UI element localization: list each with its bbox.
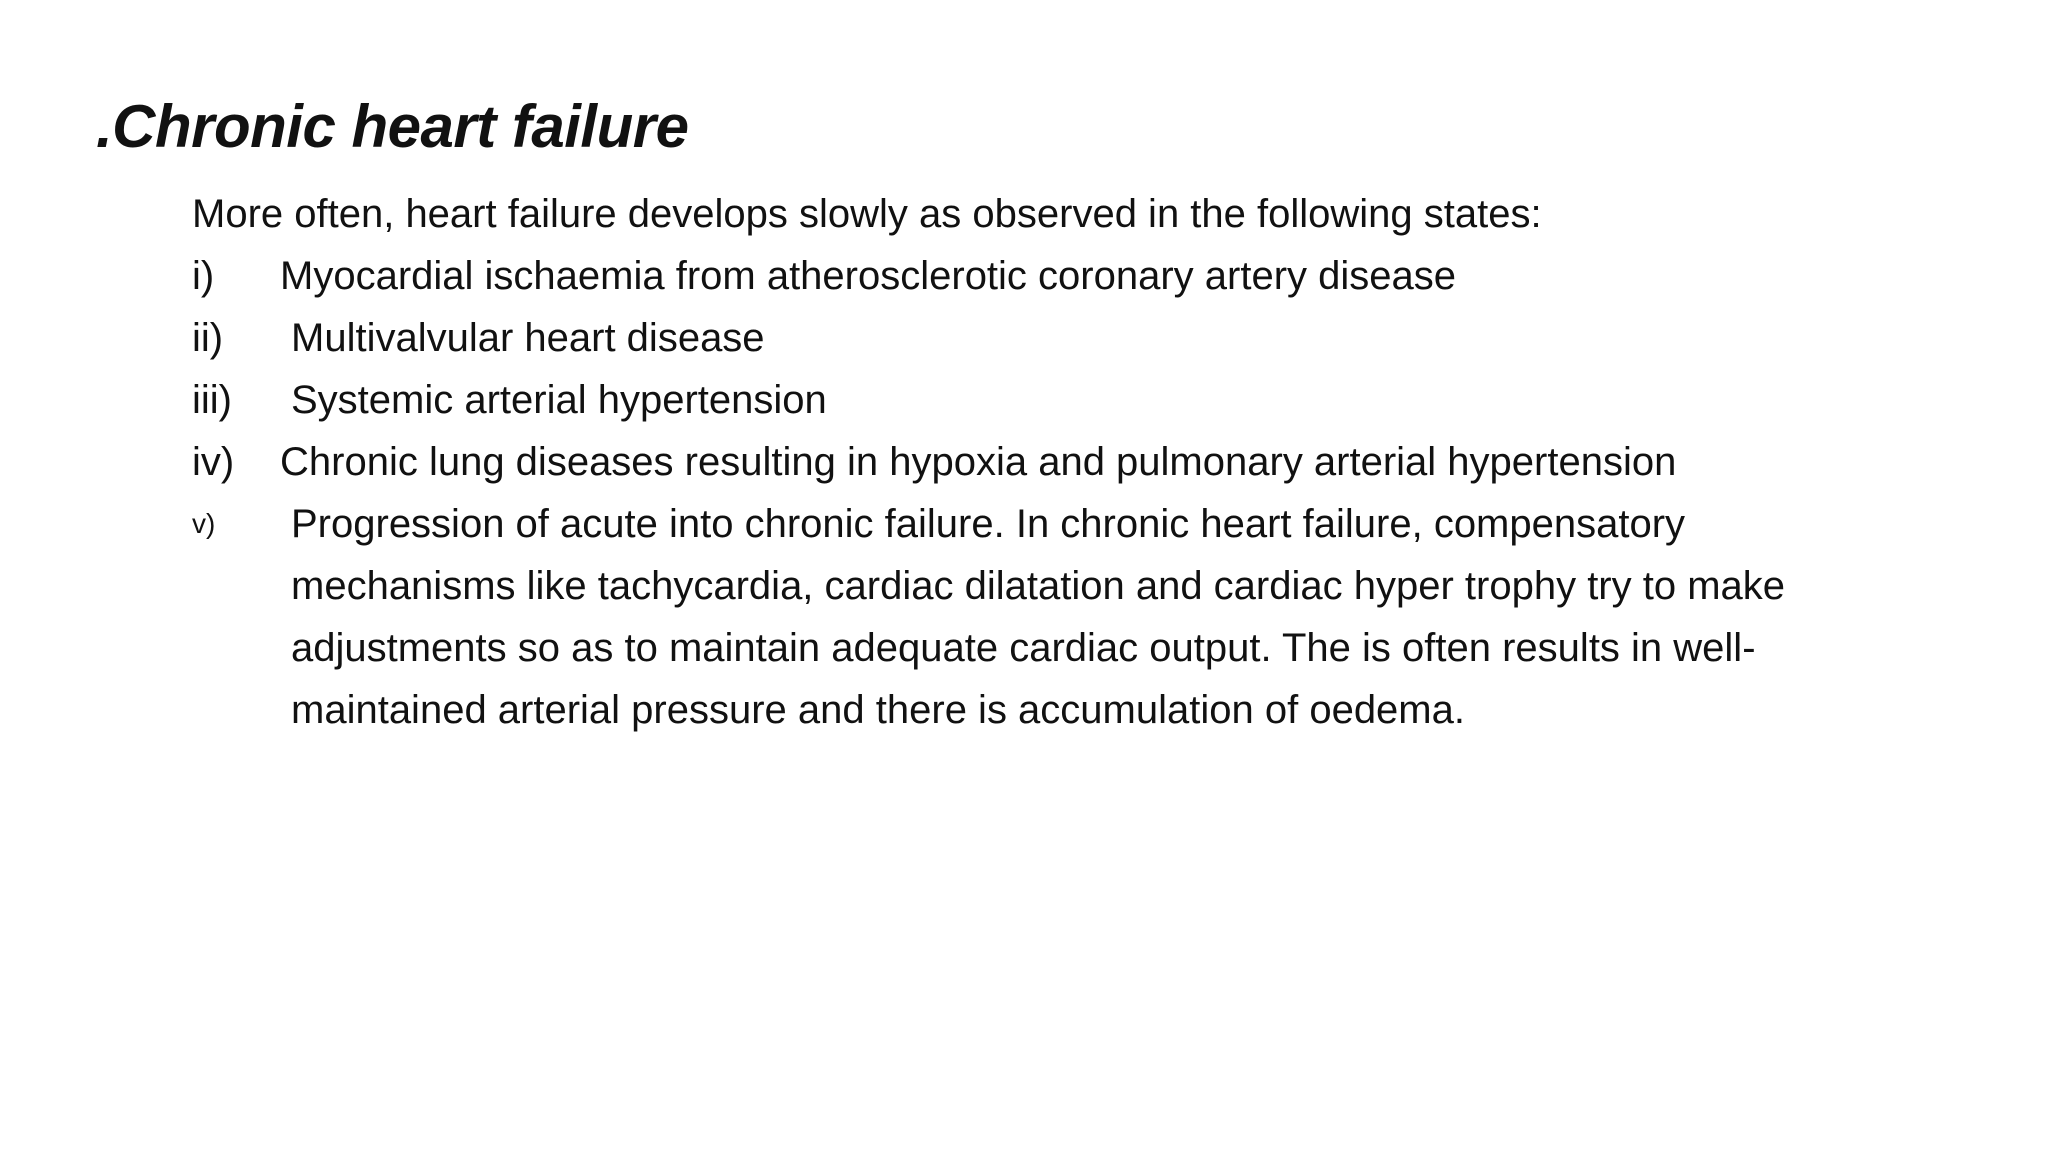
slide-body <box>192 183 1912 741</box>
list-item-text: Progression of acute into chronic failure. In chronic heart failure, compensatory mechanisms like tachycardia, cardiac dilatation and cardiac hyper trophy try to make adjustments so as to maintain adequate cardiac output. The is often results in well-maintained arterial pressure and there is accumulation of oedema. <box>291 502 1786 732</box>
list-item-text: Multivalvular heart disease <box>291 316 765 360</box>
list-item-iv <box>192 431 1912 493</box>
slide-title: .Chronic heart failure <box>96 93 689 160</box>
list-item-iii <box>192 369 1912 431</box>
intro-text: More often, heart failure develops slowly as observed in the following states: <box>192 192 1542 236</box>
list-marker: v) <box>192 508 216 539</box>
list-item-v <box>192 493 1912 741</box>
list-marker: iv) <box>192 440 235 484</box>
list-item-text: Myocardial ischaemia from atherosclerotic coronary artery disease <box>280 254 1457 298</box>
list-marker: iii) <box>192 378 232 422</box>
list-item-text: Chronic lung diseases resulting in hypoxia and pulmonary arterial hypertension <box>280 440 1677 484</box>
list-marker: ii) <box>192 316 224 360</box>
list-marker: i) <box>192 254 215 298</box>
list-item-text: Systemic arterial hypertension <box>291 378 827 422</box>
list-item-ii <box>192 307 1912 369</box>
list-item-i <box>192 245 1912 307</box>
